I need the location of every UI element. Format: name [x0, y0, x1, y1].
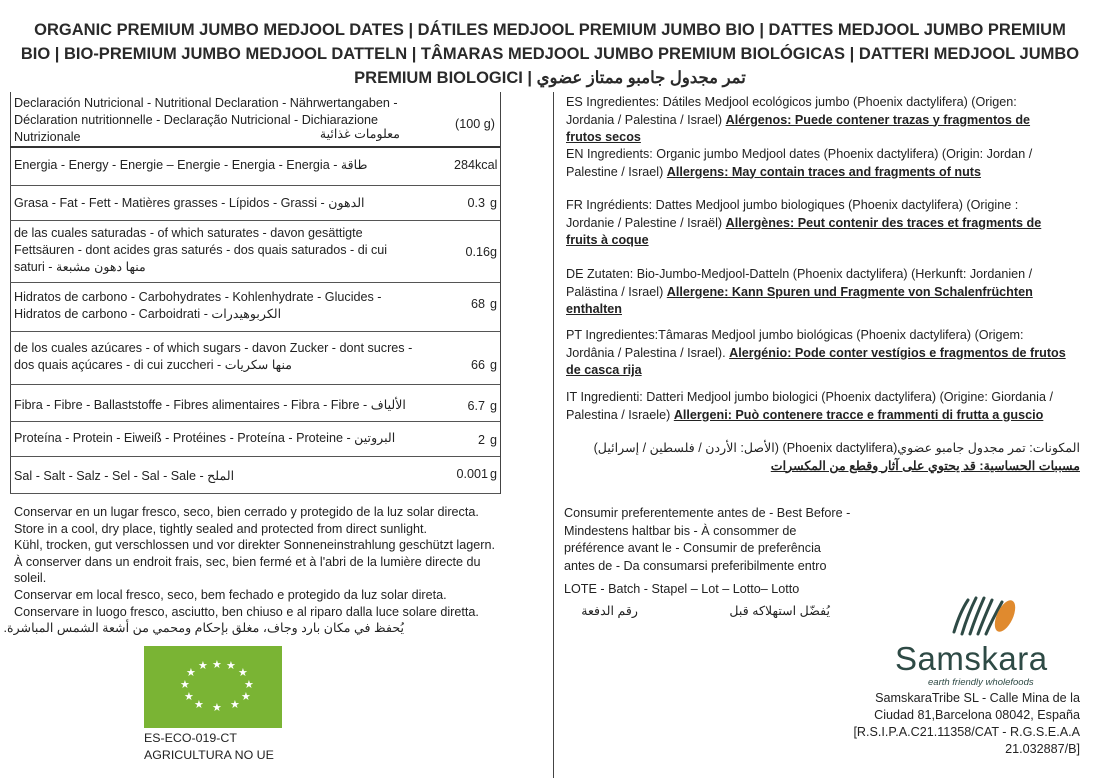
nutrition-row-value: 6.7	[467, 399, 485, 413]
company-address: SamskaraTribe SL - Calle Mina de la Ciudad 81,Barcelona 08042, España [R.S.I.P.A.C21.11358/CAT - R.G.S.E.A.A 21.032887/B]	[853, 691, 1080, 756]
nutrition-row-value: 0.16	[465, 245, 490, 259]
svg-text:★: ★	[241, 690, 251, 703]
table-divider	[10, 456, 500, 457]
svg-text:★: ★	[212, 658, 222, 671]
nutrition-row-unit: kcal	[475, 158, 498, 172]
nutrition-row-unit: g	[490, 245, 498, 259]
nutrition-row-value: 68	[470, 297, 485, 311]
nutrition-row-label: Hidratos de carbono - Carbohydrates - Kohlenhydrate - Glucides - Hidratos de carbono - Carboidrati - الكربوهيدرات	[14, 290, 382, 321]
svg-text:★: ★	[180, 678, 190, 691]
table-divider	[10, 282, 500, 283]
nutrition-row-value: 2	[477, 433, 485, 447]
table-divider	[10, 185, 500, 186]
lot-label: LOTE - Batch - Stapel – Lot – Lotto– Lotto	[564, 582, 800, 596]
eu-organic-logo	[144, 646, 282, 728]
lot-label-ar: رقم الدفعة	[581, 604, 638, 618]
table-right-border	[500, 92, 501, 494]
best-before-label-ar: يُفضّل استهلاكه قبل	[729, 604, 830, 618]
nutrition-row-label: Fibra - Fibre - Ballaststoffe - Fibres alimentaires - Fibra - Fibre - الألياف	[14, 398, 406, 412]
table-left-border	[10, 92, 11, 494]
table-divider	[10, 421, 500, 422]
svg-text:★: ★	[230, 698, 240, 711]
nutrition-row-label: Proteína - Protein - Eiweiß - Protéines - Proteína - Proteine - البروتين	[14, 431, 396, 445]
nutrition-row-unit: g	[490, 467, 498, 481]
nutrition-row-unit: g	[490, 433, 498, 447]
best-before-block: Consumir preferentemente antes de - Best Before - Mindestens haltbar bis - À consommer de préférence avant le - Consumir de preferência antes de - Da consumarsi preferibilmente entro LOTE - Batch - Stapel – Lot – Lotto– Lotto	[564, 505, 864, 599]
nutrition-row-label: Energia - Energy - Energie – Energie - Energia - Energia - طاقة	[14, 158, 368, 172]
ingredients-en: EN Ingredients: Organic jumbo Medjool dates (Phoenix dactylifera) (Origin: Jordan / Palestine / Israel) Allergens: May contain traces and fragments of nuts	[566, 147, 1033, 179]
brand-tagline: earth friendly wholefoods	[928, 677, 1034, 688]
nutrition-header: Declaración Nutricional - Nutritional Declaration - Nährwertangaben - Déclaration nutritionnelle - Declaração Nutricional - Dichiarazione Nutrizionale	[14, 96, 398, 144]
per-100g: (100 g)	[455, 117, 495, 131]
svg-text:★: ★	[198, 659, 208, 672]
nutrition-row-value: 284	[453, 158, 475, 172]
nutrition-row-value: 0.001	[456, 467, 488, 481]
eu-organic-code: ES-ECO-019-CT AGRICULTURA NO UE	[144, 731, 274, 762]
nutrition-header-ar: معلومات غذائية	[319, 127, 400, 141]
table-divider	[10, 220, 500, 221]
nutrition-row-unit: g	[490, 399, 498, 413]
table-divider	[10, 493, 500, 494]
ingredients-it: IT Ingredienti: Datteri Medjool jumbo biologici (Phoenix dactylifera) (Origine: Giordania / Palestina / Israele) Allergeni: Può contenere tracce e frammenti di frutta a guscio	[566, 390, 1053, 422]
nutrition-row-value: 66	[470, 358, 485, 372]
nutrition-row-unit: g	[490, 358, 498, 372]
nutrition-row-label: de los cuales azúcares - of which sugars - davon Zucker - dont sucres - dos quais açúcares - di cui zuccheri - منها سكريات	[14, 341, 413, 372]
svg-text:★: ★	[186, 666, 196, 679]
svg-text:★: ★	[184, 690, 194, 703]
nutrition-row-label: Sal - Salt - Salz - Sel - Sal - Sale - الملح	[14, 469, 235, 483]
table-divider	[10, 146, 500, 148]
table-divider	[10, 384, 500, 385]
svg-text:★: ★	[244, 678, 254, 691]
nutrition-row-unit: g	[490, 196, 498, 210]
svg-text:★: ★	[226, 659, 236, 672]
ingredients-de: DE Zutaten: Bio-Jumbo-Medjool-Datteln (Phoenix dactylifera) (Herkunft: Jordanien / Palästina / Israel) Allergene: Kann Spuren und Fragmente von Schalenfrüchten enthalten	[566, 267, 1033, 316]
ingredients-ar: المكونات: تمر مجدول جامبو عضوي(Phoenix dactylifera) (الأصل: الأردن / فلسطين / إسرائيل) مسببات الحساسية: قد يحتوي على آثار وقطع من المكسرات	[593, 441, 1080, 473]
ingredients-fr: FR Ingrédients: Dattes Medjool jumbo biologiques (Phoenix dactylifera) (Origine : Jordanie / Palestine / Israël) Allergènes: Peut contenir des traces et fragments de fruits à coque	[566, 198, 1042, 247]
ingredients-es: ES Ingredientes: Dátiles Medjool ecológicos jumbo (Phoenix dactylifera) (Origen: Jordania / Palestina / Israel) Alérgenos: Puede contener trazas y fragmentos de frutos secos	[566, 95, 1031, 144]
nutrition-row-label: Grasa - Fat - Fett - Matières grasses - Lípidos - Grassi - الدهون	[14, 196, 365, 210]
storage-instructions: Conservar en un lugar fresco, seco, bien cerrado y protegido de la luz solar directa. Store in a cool, dry place, tightly sealed and protected from direct sunlight. Kühl, trocken, gut verschlossen und vor direkter Sonneneinstrahlung geschützt lagern. À conserver dans un endroit frais, sec, bien fermé et à l'abri de la lumière directe du soleil. Conservar em local fresco, seco, bem fechado e protegido da luz solar direta. Conservare in luogo fresco, asciutto, ben chiuso e al riparo dalla luce solare diretta. يُحفظ في مكان بارد وجاف، مغلق بإحكام ومحمي من أشعة الشمس المباشرة.	[3, 505, 495, 636]
brand-name: Samskara	[895, 640, 1048, 677]
nutrition-row-value: 0.3	[467, 196, 485, 210]
svg-text:★: ★	[194, 698, 204, 711]
brand-leaf-icon	[948, 592, 1018, 642]
ingredients-pt: PT Ingredientes:Tâmaras Medjool jumbo biológicas (Phoenix dactylifera) (Origem: Jordânia / Palestina / Israel). Alergénio: Pode conter vestígios e fragmentos de frutos de casca rija	[566, 328, 1066, 377]
column-divider	[553, 92, 554, 778]
nutrition-row-label: de las cuales saturadas - of which saturates - davon gesättigte Fettsäuren - dont acides gras saturés - dos quais saturados - di cui saturi - منها دهون مشبعة	[14, 226, 388, 274]
nutrition-row-unit: g	[490, 297, 498, 311]
product-title: ORGANIC PREMIUM JUMBO MEDJOOL DATES | DÁTILES MEDJOOL PREMIUM JUMBO BIO | DATTES MEDJOOL JUMBO PREMIUM BIO | BIO-PREMIUM JUMBO MEDJOOL DATTELN | TÂMARAS MEDJOOL JUMBO PREMIUM BIOLÓGICAS | DATTERI MEDJOOL JUMBO PREMIUM BIOLOGICI | تمر مجدول جامبو ممتاز عضوي	[20, 21, 1080, 87]
svg-text:★: ★	[238, 666, 248, 679]
svg-text:★: ★	[212, 701, 222, 714]
table-divider	[10, 331, 500, 332]
